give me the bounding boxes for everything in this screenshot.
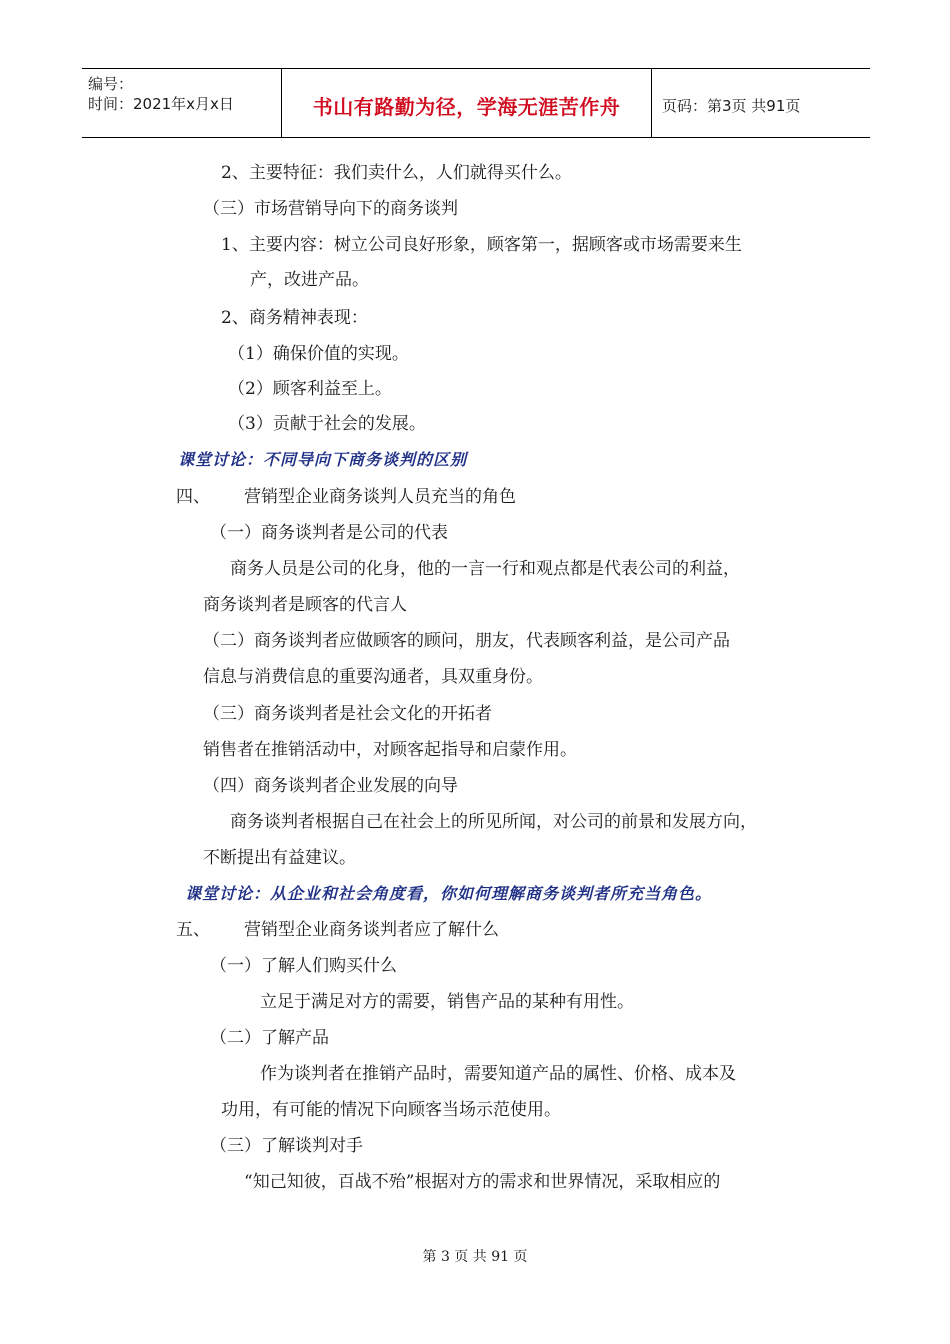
- body-line: 商务谈判者是顾客的代言人: [203, 595, 407, 615]
- number-label: 编号：: [88, 75, 134, 93]
- subheading: （三）了解谈判对手: [210, 1136, 363, 1156]
- body-line: 商务人员是公司的化身，他的一言一行和观点都是代表公司的利益，: [230, 559, 740, 579]
- class-discussion: 课堂讨论：不同导向下商务谈判的区别: [178, 450, 468, 469]
- subheading: （三）市场营销导向下的商务谈判: [203, 199, 458, 219]
- body-line: 2、主要特征：我们卖什么，人们就得买什么。: [221, 163, 572, 183]
- class-discussion: 课堂讨论：从企业和社会角度看，你如何理解商务谈判者所充当角色。: [185, 884, 713, 903]
- subheading: （四）商务谈判者企业发展的向导: [203, 776, 458, 796]
- body-line: 商务谈判者根据自己在社会上的所见所闻，对公司的前景和发展方向，: [230, 812, 757, 832]
- body-line: 2、商务精神表现：: [221, 308, 368, 328]
- body-line: “知己知彼，百战不殆”根据对方的需求和世界情况，采取相应的: [244, 1172, 721, 1192]
- section-number: 五、: [176, 920, 210, 940]
- body-line: 产，改进产品。: [250, 270, 369, 290]
- body-line: 不断提出有益建议。: [203, 848, 356, 868]
- body-line: （二）商务谈判者应做顾客的顾问，朋友，代表顾客利益，是公司产品: [203, 631, 730, 651]
- subheading: （一）商务谈判者是公司的代表: [210, 523, 448, 543]
- motto: 书山有路勤为径，学海无涯苦作舟: [312, 95, 621, 119]
- section-heading: 营销型企业商务谈判人员充当的角色: [244, 487, 516, 507]
- subheading: （三）商务谈判者是社会文化的开拓者: [203, 704, 492, 724]
- section-number: 四、: [176, 487, 210, 507]
- body-line: 销售者在推销活动中，对顾客起指导和启蒙作用。: [203, 740, 577, 760]
- page-info: 页码：第3页 共91页: [662, 97, 801, 115]
- time-label: 时间：2021年x月x日: [88, 95, 234, 113]
- header-center-cell: [282, 69, 652, 137]
- body-line: 1、主要内容：树立公司良好形象，顾客第一，据顾客或市场需要来生: [221, 235, 742, 255]
- body-line: 功用，有可能的情况下向顾客当场示范使用。: [221, 1100, 561, 1120]
- header-left-cell: [82, 69, 282, 137]
- list-item: （1）确保价值的实现。: [228, 344, 409, 364]
- body-line: 作为谈判者在推销产品时，需要知道产品的属性、价格、成本及: [260, 1064, 736, 1084]
- list-item: （2）顾客利益至上。: [228, 379, 392, 399]
- body-line: 信息与消费信息的重要沟通者，具双重身份。: [203, 667, 543, 687]
- subheading: （二）了解产品: [210, 1028, 329, 1048]
- body-line: 立足于满足对方的需要，销售产品的某种有用性。: [260, 992, 634, 1012]
- section-heading: 营销型企业商务谈判者应了解什么: [244, 920, 499, 940]
- header-right-cell: [652, 69, 870, 137]
- page-footer: 第 3 页 共 91 页: [422, 1249, 528, 1265]
- header-table: [82, 68, 870, 138]
- subheading: （一）了解人们购买什么: [210, 956, 397, 976]
- list-item: （3）贡献于社会的发展。: [228, 414, 426, 434]
